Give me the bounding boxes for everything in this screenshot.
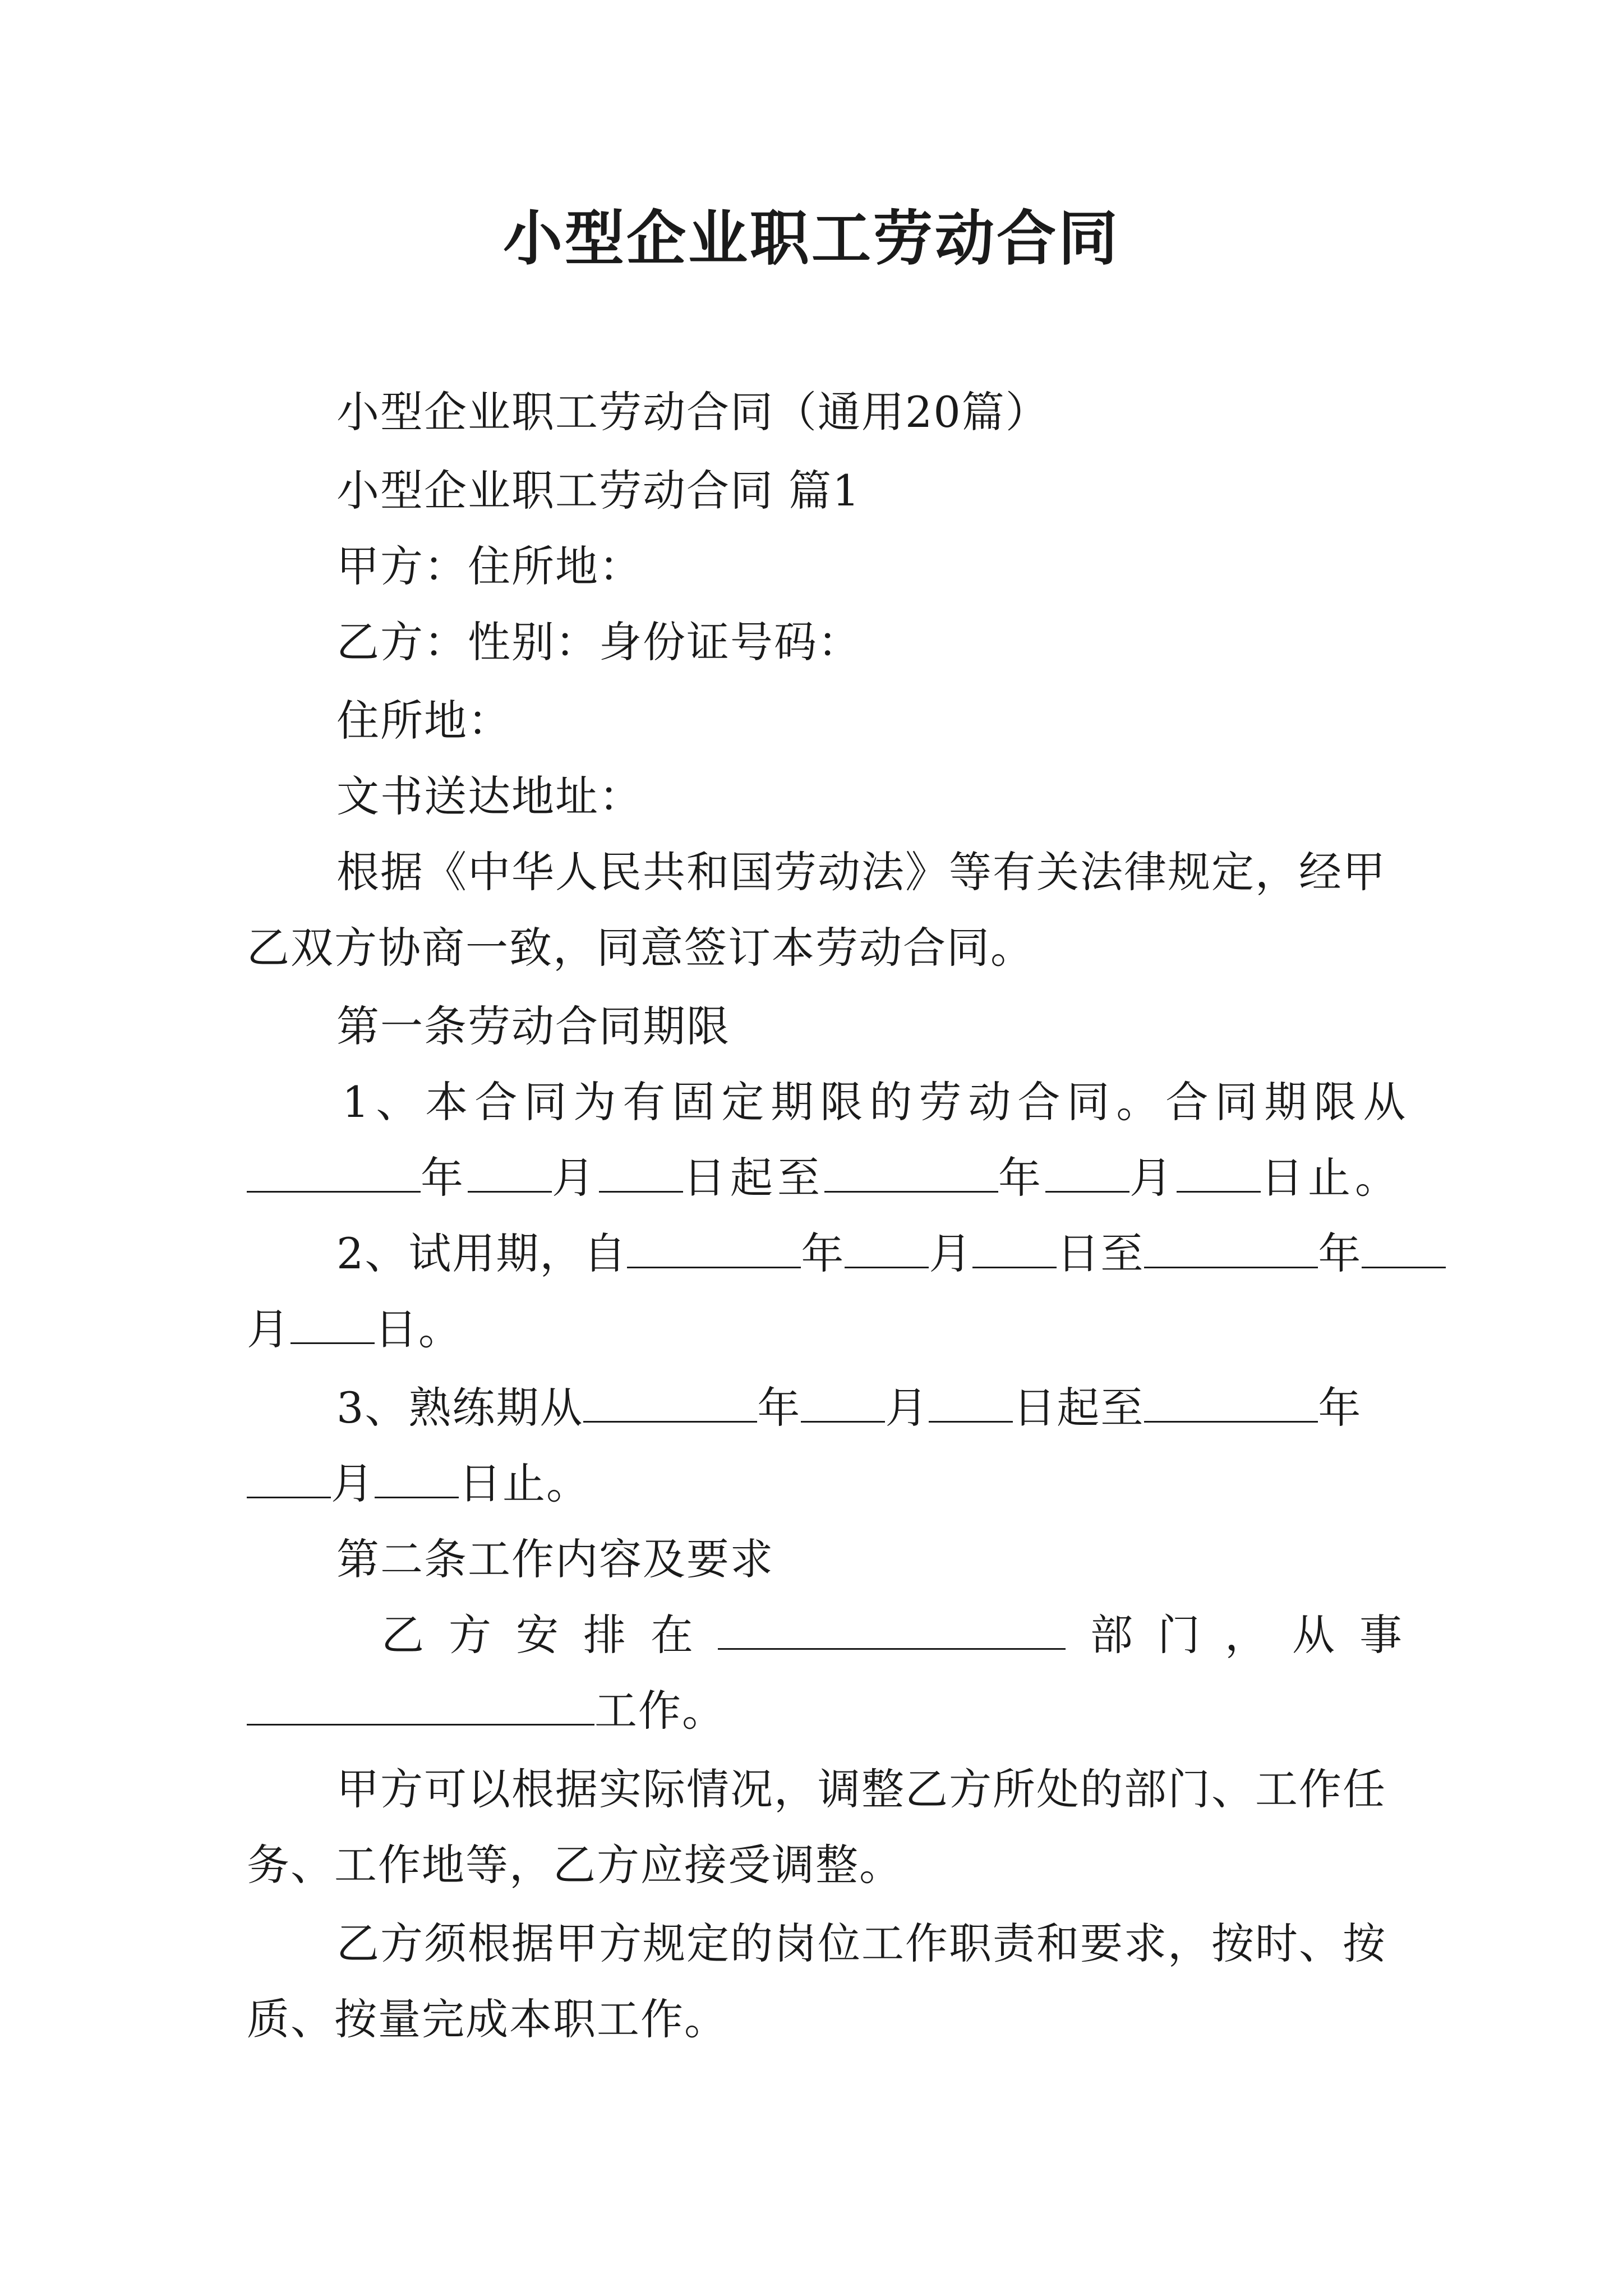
- blank-month: [1362, 1227, 1446, 1268]
- article2-assign-line2: 工作。: [247, 1680, 726, 1742]
- blank-day: [1177, 1152, 1261, 1193]
- blank-year: [627, 1227, 801, 1268]
- blank-year: [1144, 1382, 1318, 1423]
- duty-paragraph-line1: 乙方须根据甲方规定的岗位工作职责和要求，按时、按: [336, 1918, 1386, 1968]
- blank-month: [1045, 1152, 1129, 1193]
- party-b-line: 乙方：性别：身份证号码：: [336, 617, 861, 667]
- delivery-address-line: 文书送达地址：: [336, 771, 643, 821]
- article1-item1-line2: 年 月 日起至 年 月 日止。: [247, 1147, 1402, 1209]
- basis-paragraph-line1: 根据《中华人民共和国劳动法》等有关法律规定，经甲: [336, 847, 1386, 897]
- blank-year: [824, 1152, 998, 1193]
- basis-paragraph-line2: 乙双方协商一致，同意签订本劳动合同。: [247, 923, 1034, 973]
- blank-day: [375, 1457, 459, 1498]
- blank-department: [718, 1609, 1066, 1650]
- article1-item3-line1: 3、熟练期从 年 月 日起至 年: [336, 1383, 1362, 1433]
- blank-day: [599, 1152, 683, 1193]
- document-title: 小型企业职工劳动合同: [503, 203, 1120, 273]
- article1-item2-line1: 2、试用期，自 年 月 日至 年: [336, 1223, 1446, 1285]
- duty-paragraph-line2: 质、按量完成本职工作。: [247, 1994, 728, 2044]
- article2-heading: 第二条工作内容及要求: [336, 1534, 774, 1584]
- blank-month: [801, 1382, 885, 1423]
- party-a-line: 甲方：住所地：: [336, 541, 643, 591]
- blank-day: [929, 1382, 1013, 1423]
- article2-assign-line1: 乙方安排在 部门，从事: [381, 1610, 1427, 1660]
- section-heading: 小型企业职工劳动合同 篇1: [336, 466, 861, 516]
- article1-item2-line2: 月 日。: [247, 1304, 462, 1354]
- blank-day: [291, 1303, 375, 1344]
- residence-line: 住所地：: [336, 696, 511, 746]
- blank-month: [845, 1227, 929, 1268]
- article1-item3-line2: 月 日止。: [247, 1453, 590, 1515]
- blank-day: [972, 1227, 1057, 1268]
- blank-month: [468, 1152, 552, 1193]
- blank-work: [247, 1685, 594, 1726]
- document-subtitle: 小型企业职工劳动合同（通用20篇）: [336, 387, 1049, 437]
- blank-year: [583, 1382, 757, 1423]
- article1-item1-line1: 1、本合同为有固定期限的劳动合同。合同期限从: [342, 1077, 1413, 1127]
- blank-month: [247, 1457, 331, 1498]
- adjust-paragraph-line1: 甲方可以根据实际情况，调整乙方所处的部门、工作任: [336, 1764, 1386, 1814]
- adjust-paragraph-line2: 务、工作地等，乙方应接受调整。: [247, 1840, 903, 1890]
- blank-year: [247, 1152, 421, 1193]
- blank-year: [1144, 1227, 1318, 1268]
- article1-heading: 第一条劳动合同期限: [336, 1001, 730, 1051]
